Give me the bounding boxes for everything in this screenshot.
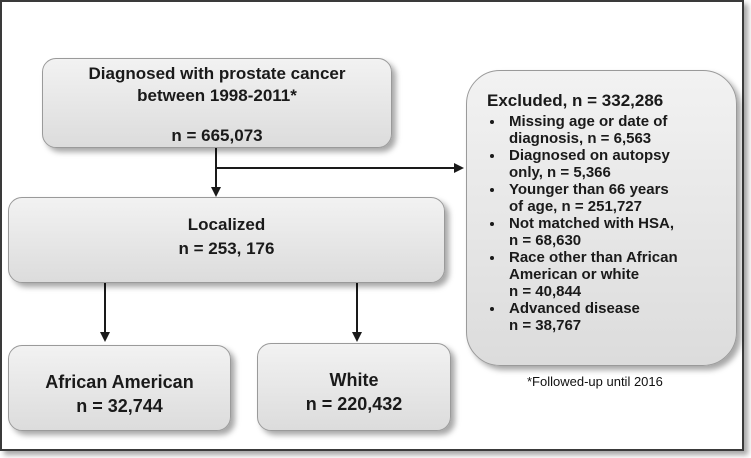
localized-title: Localized — [187, 215, 266, 234]
exclusion-item: • Not matched with HSA, n = 68,630 — [505, 215, 722, 249]
localized-count: n = 253, 176 — [178, 239, 275, 258]
exclusion-item: • Advanced disease n = 38,767 — [505, 300, 722, 334]
white-box — [257, 343, 451, 431]
diagnosed-title-line1: Diagnosed with prostate cancer — [88, 64, 346, 83]
african-american-title: African American — [45, 372, 194, 392]
localized-box — [8, 197, 445, 283]
white-count: n = 220,432 — [305, 394, 403, 414]
exclusion-item: • Diagnosed on autopsy only, n = 5,366 — [505, 147, 722, 181]
african-american-box — [8, 345, 231, 431]
excluded-box — [466, 70, 737, 366]
diagnosed-title-line2: between 1998-2011* — [137, 86, 297, 105]
white-title: White — [329, 370, 379, 390]
diagnosed-count: n = 665,073 — [171, 126, 263, 145]
excluded-title: Excluded, n = 332,286 — [487, 91, 664, 110]
exclusion-item: • Missing age or date of diagnosis, n = 6,563 — [505, 113, 722, 147]
exclusion-list — [487, 113, 722, 334]
african-american-count: n = 32,744 — [76, 396, 163, 416]
exclusion-item: • Younger than 66 years of age, n = 251,727 — [505, 181, 722, 215]
exclusion-item: • Race other than African American or white n = 40,844 — [505, 249, 722, 300]
diagnosed-box — [42, 58, 392, 148]
footnote: *Followed-up until 2016 — [527, 374, 663, 389]
